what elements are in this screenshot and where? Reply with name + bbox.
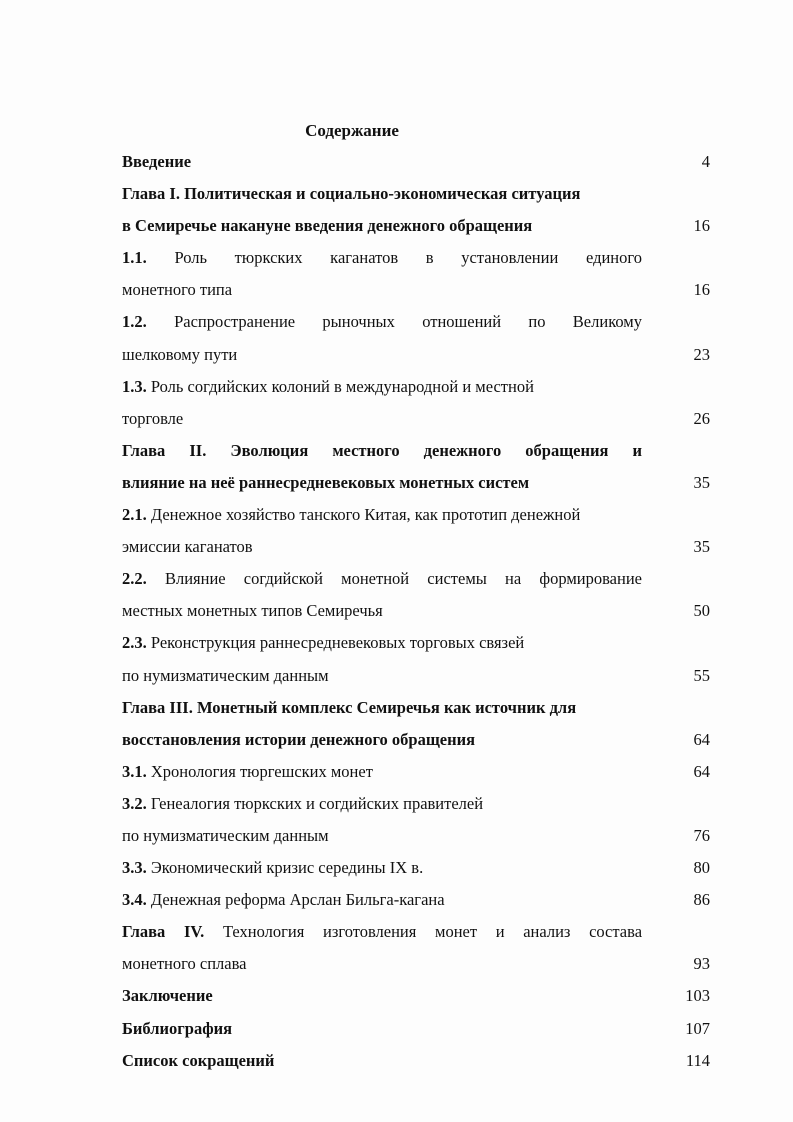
- toc-entry: [122, 756, 722, 788]
- toc-entry-label: по нумизматическим данным: [122, 665, 329, 685]
- toc-entry-text: [122, 563, 642, 595]
- toc-entry-page-number: 35: [693, 537, 710, 557]
- toc-entry-number: 1.2.: [122, 312, 147, 332]
- toc-entry-text: [122, 371, 642, 403]
- toc-entry-text: [122, 788, 642, 820]
- toc-entry-label: монетного типа: [122, 280, 233, 300]
- toc-entry-text: [122, 242, 642, 274]
- toc-entry: [122, 595, 722, 627]
- toc-entry-text: [122, 692, 642, 724]
- toc-entry-page-number: 26: [693, 408, 710, 428]
- toc-entry-label: влияние на неё раннесредневековых монетных систем: [122, 472, 530, 492]
- toc-entry: [122, 820, 722, 852]
- toc-entry-text: [122, 980, 642, 1012]
- toc-entry-label: в Семиречье накануне введения денежного обращения: [122, 216, 533, 236]
- toc-entry-page-number: 23: [693, 344, 710, 364]
- toc-entry-text: [122, 820, 642, 852]
- toc-entry-label: Список сокращений: [122, 1050, 275, 1070]
- toc-entry-label: по нумизматическим данным: [122, 825, 329, 845]
- toc-entry: [122, 467, 722, 499]
- toc-entry-number: 1.1.: [122, 248, 147, 268]
- toc-entry: [122, 339, 722, 371]
- toc-entry-label: Глава III. Монетный комплекс Семиречья как источник для: [122, 697, 577, 717]
- toc-entry-text: [122, 884, 642, 916]
- toc-entry: [122, 980, 722, 1012]
- toc-entry-page-number: 103: [685, 986, 710, 1006]
- toc-entry-text: [122, 660, 642, 692]
- toc-entry: [122, 210, 722, 242]
- toc-entry-label: Реконструкция раннесредневековых торговых связей: [150, 633, 525, 653]
- toc-entry-number: 1.3.: [122, 376, 147, 396]
- toc-entry-label: Технология изготовления монет и анализ состава: [222, 922, 643, 942]
- toc-entry-label: Роль согдийских колоний в международной и местной: [150, 376, 534, 396]
- toc-entry-page-number: 16: [693, 280, 710, 300]
- toc-entry-page-number: 16: [693, 216, 710, 236]
- toc-entry: [122, 724, 722, 756]
- toc-entry-label: Роль тюркских каганатов в установлении единого: [174, 248, 642, 268]
- toc-entry-text: [122, 916, 642, 948]
- toc-entry: [122, 435, 722, 467]
- toc-entry: [122, 499, 722, 531]
- toc-entry-page-number: 64: [693, 761, 710, 781]
- toc-entry: [122, 274, 722, 306]
- toc-entry-label: шелковому пути: [122, 344, 238, 364]
- toc-entry: [122, 852, 722, 884]
- toc-entry-label: Денежная реформа Арслан Бильга-кагана: [150, 890, 445, 910]
- toc-entry-page-number: 55: [693, 665, 710, 685]
- toc-entry-label: Глава I. Политическая и социально-экономическая ситуация: [122, 184, 581, 204]
- toc-entry: [122, 563, 722, 595]
- toc-entry-text: [122, 499, 642, 531]
- toc-entry-text: [122, 756, 642, 788]
- toc-entry-label: Введение: [122, 152, 192, 171]
- toc-entry-label: Денежное хозяйство танского Китая, как прототип денежной: [150, 505, 581, 525]
- toc-entry-label: монетного сплава: [122, 954, 247, 974]
- toc-entry: [122, 660, 722, 692]
- toc-entry-label: Хронология тюргешских монет: [150, 761, 373, 781]
- toc-entry-text: [122, 339, 642, 371]
- toc-entry-label: эмиссии каганатов: [122, 537, 253, 557]
- toc-entry-text: [122, 1013, 642, 1045]
- toc-entry-text: [122, 403, 642, 435]
- toc-entry: [122, 242, 722, 274]
- toc-entry-text: [122, 467, 642, 499]
- toc-entry-text: [122, 210, 642, 242]
- toc-entry-number: 3.1.: [122, 761, 147, 781]
- toc-entry: [122, 948, 722, 980]
- toc-entry-label: Экономический кризис середины IX в.: [150, 858, 424, 878]
- toc-entry-label: Генеалогия тюркских и согдийских правителей: [150, 793, 484, 813]
- toc-entry-page-number: 114: [685, 1050, 710, 1070]
- toc-entry-label: восстановления истории денежного обращения: [122, 729, 476, 749]
- toc-entry-page-number: 107: [685, 1018, 710, 1038]
- toc-entry-text: [122, 146, 642, 178]
- toc-entry: [122, 403, 722, 435]
- toc-entry: [122, 692, 722, 724]
- toc-entry-label: торговле: [122, 408, 184, 428]
- toc-entry-number: 2.2.: [122, 569, 147, 589]
- toc-entry: [122, 306, 722, 338]
- toc-entry-label: местных монетных типов Семиречья: [122, 601, 383, 621]
- page-title: Содержание: [305, 121, 399, 140]
- toc-entry-text: [122, 595, 642, 627]
- toc-entry: [122, 1045, 722, 1077]
- toc-entry-number: 3.3.: [122, 858, 147, 878]
- toc-entry-label: Глава II. Эволюция местного денежного обращения и: [122, 440, 642, 460]
- toc-entry-number: 3.4.: [122, 890, 147, 910]
- table-of-contents: [122, 146, 722, 1077]
- toc-entry: [122, 627, 722, 659]
- toc-entry-number: 2.1.: [122, 505, 147, 525]
- toc-entry: [122, 146, 722, 178]
- toc-entry: [122, 371, 722, 403]
- toc-entry-number: Глава IV.: [122, 922, 205, 942]
- toc-entry-text: [122, 274, 642, 306]
- toc-entry-text: [122, 724, 642, 756]
- toc-entry: [122, 916, 722, 948]
- toc-entry: [122, 178, 722, 210]
- toc-entry-page-number: 76: [693, 825, 710, 845]
- toc-entry-label: Библиография: [122, 1018, 233, 1038]
- toc-entry-page-number: 93: [693, 954, 710, 974]
- toc-entry-page-number: 64: [693, 729, 710, 749]
- toc-entry-label: Заключение: [122, 986, 213, 1006]
- toc-entry-page-number: 80: [693, 858, 710, 878]
- toc-entry-page-number: 86: [693, 890, 710, 910]
- toc-entry-text: [122, 627, 642, 659]
- toc-entry-number: 2.3.: [122, 633, 147, 653]
- toc-entry-text: [122, 178, 642, 210]
- toc-entry-number: 3.2.: [122, 793, 147, 813]
- toc-entry: [122, 884, 722, 916]
- toc-entry-text: [122, 1045, 642, 1077]
- toc-entry-label: Распространение рыночных отношений по Великому: [174, 312, 643, 332]
- toc-entry-text: [122, 435, 642, 467]
- toc-entry-label: Влияние согдийской монетной системы на формирование: [164, 569, 642, 589]
- toc-entry: [122, 788, 722, 820]
- toc-entry-text: [122, 306, 642, 338]
- toc-entry: [122, 531, 722, 563]
- toc-entry-page-number: 50: [693, 601, 710, 621]
- toc-entry-text: [122, 948, 642, 980]
- toc-entry-page-number: 4: [701, 152, 710, 171]
- toc-entry-text: [122, 531, 642, 563]
- toc-entry-page-number: 35: [693, 472, 710, 492]
- toc-entry: [122, 1013, 722, 1045]
- toc-entry-text: [122, 852, 642, 884]
